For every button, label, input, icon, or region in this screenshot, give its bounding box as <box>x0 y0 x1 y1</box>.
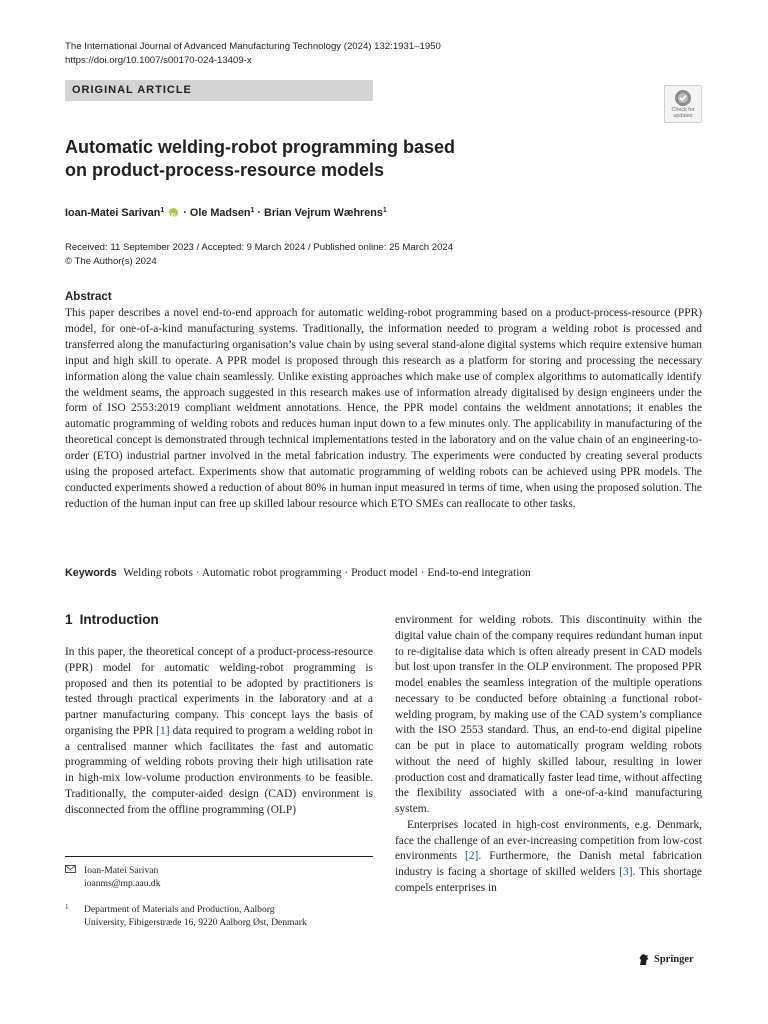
section-number: 1 <box>65 612 73 627</box>
paper-title: Automatic welding-robot programming based on product-process-resource models <box>65 137 456 180</box>
check-updates-badge[interactable] <box>664 85 702 123</box>
intro-paragraph: Enterprises located in high-cost environments, e.g. Denmark, face the challenge of an ever-increasing competition from low-cost environments [2]. Furthermore, the Danish metal fabrication industry is facing a shortage of skilled welders [3]. This shortage compels enterprises in <box>395 818 702 894</box>
author-affil-marker: 1 <box>160 207 165 214</box>
doi-link[interactable]: https://doi.org/10.1007/s00170-024-13409-x <box>65 55 252 66</box>
abstract-text: This paper describes a novel end-to-end approach for automatic welding-robot programming based on a product-process-resource (PPR) model, for one-of-a-kind manufacturing systems. Traditionally, the information needed to program a welding robot is processed and transferred along the manufacturing organisation’s value chain by using several stand-alone digital systems which require extensive human input and high skill to operate. A PPR model is proposed through this research as a platform for storing and processing the necessary information along the value chain seamlessly. Unlike existing approaches which make use of complex algorithms to automatically identify the weldment seams, the approach suggested in this research makes use of information already digitalised by design engineers under the form of ISO 2553:2019 compliant weldment annotations. Hence, the PPR model contains the weldment annotations; it enables the automatic programming of welding robots and reduces human input down to a few minutes only. The applicability in manufacturing of the theoretical concept is demonstrated through technical implementations tested in the laboratory and on the value chain of an engineering-to-order (ETO) industrial partner involved in the metal fabrication industry. The experiments were conducted by creating several products using the proposed artefact. Experiments show that automatic programming of welding robots can be achieved using PPR models. The conducted experiments showed a reduction of about 80% in human input measured in terms of time, when using the proposed solution. The reduction of the human input can free up skilled labour resource which ETO SMEs can reallocate to other tasks. <box>65 307 702 510</box>
section-heading-introduction <box>65 612 159 627</box>
author-name[interactable]: Ole Madsen <box>189 207 251 219</box>
article-type-banner <box>65 80 373 101</box>
author-affil-marker: 1 <box>250 207 255 214</box>
author-list <box>65 204 387 220</box>
affiliation-line: Department of Materials and Production, Aalborg <box>84 904 275 915</box>
check-updates-icon <box>674 89 692 107</box>
affiliation-line: University, Fibigerstræde 16, 9220 Aalborg Øst, Denmark <box>84 917 307 928</box>
author-separator: · <box>254 207 265 219</box>
keywords-line <box>65 566 531 581</box>
copyright-notice: © The Author(s) 2024 <box>65 255 157 267</box>
springer-horse-icon <box>637 953 650 966</box>
abstract-heading: Abstract <box>65 291 112 303</box>
author-name[interactable]: Ioan-Matei Sarivan <box>65 207 161 219</box>
citation-link[interactable]: [1] <box>156 724 170 737</box>
orcid-icon[interactable] <box>169 208 178 217</box>
keywords-label: Keywords <box>65 567 117 579</box>
author-name[interactable]: Brian Vejrum Wæhrens <box>264 207 383 219</box>
check-updates-text: Check for updates <box>671 107 695 119</box>
journal-citation: The International Journal of Advanced Manufacturing Technology (2024) 132:1931–1950 <box>65 41 441 52</box>
author-separator: · <box>180 207 190 219</box>
intro-paragraph: environment for welding robots. This discontinuity within the digital value chain of the company requires redundant human input to re-digitalise data which is often already present in CAD models but lost upon transfer in the OLP environment. The proposed PPR model enables the seamless integration of the multiple operations necessary to be conducted before obtaining a functional robot-welding program, by making use of the CAD system’s compliance with the ISO 2553 standard. Thus, an end-to-end digital pipeline can be put in place to automatically program welding robots without the need of highly skilled labour, resulting in lower production cost and dramatically faster lead time, without affecting the flexibility associated with a one-of-a-kind manufacturing system. <box>395 614 702 815</box>
citation-link[interactable]: [2] <box>465 850 479 863</box>
journal-header <box>65 40 441 68</box>
publication-dates: Received: 11 September 2023 / Accepted: 9 March 2024 / Published online: 25 March 2024 <box>65 242 454 253</box>
right-column <box>395 613 702 897</box>
corresponding-author-email[interactable]: ioanms@mp.aau.dk <box>84 878 161 889</box>
publisher-name: Springer <box>654 954 694 965</box>
affiliation-number: 1 <box>65 903 69 911</box>
dates-block <box>65 241 453 268</box>
publisher-logo <box>637 953 694 966</box>
citation-link[interactable]: [3] <box>619 866 633 878</box>
author-affil-marker: 1 <box>382 207 387 214</box>
section-title: Introduction <box>79 612 159 627</box>
left-column <box>65 645 373 818</box>
corresponding-author <box>65 864 161 890</box>
corresponding-author-name: Ioan-Matei Sarivan <box>84 865 159 876</box>
footnote-divider <box>65 856 373 857</box>
envelope-icon <box>65 865 76 873</box>
intro-paragraph: In this paper, the theoretical concept of a product-process-resource (PPR) model for automatic welding-robot programming is proposed and then its potential to be adopted by practitioners is tested through practical experiments in the laboratory and at a partner manufacturing company. This concept lays the basis of organising the PPR [1] data required to program a welding robot in a centralised manner which facilitates the fast and automatic programming of welding robots proving their high utilisation rate in high-mix low-volume production environments to be feasible. Traditionally, the computer-aided design (CAD) environment is disconnected from the offline programming (OLP) <box>65 646 373 816</box>
article-type-label: ORIGINAL ARTICLE <box>72 84 192 96</box>
keywords-text: Welding robots · Automatic robot programming · Product model · End-to-end integration <box>123 567 531 579</box>
affiliation-footnote <box>65 903 375 929</box>
